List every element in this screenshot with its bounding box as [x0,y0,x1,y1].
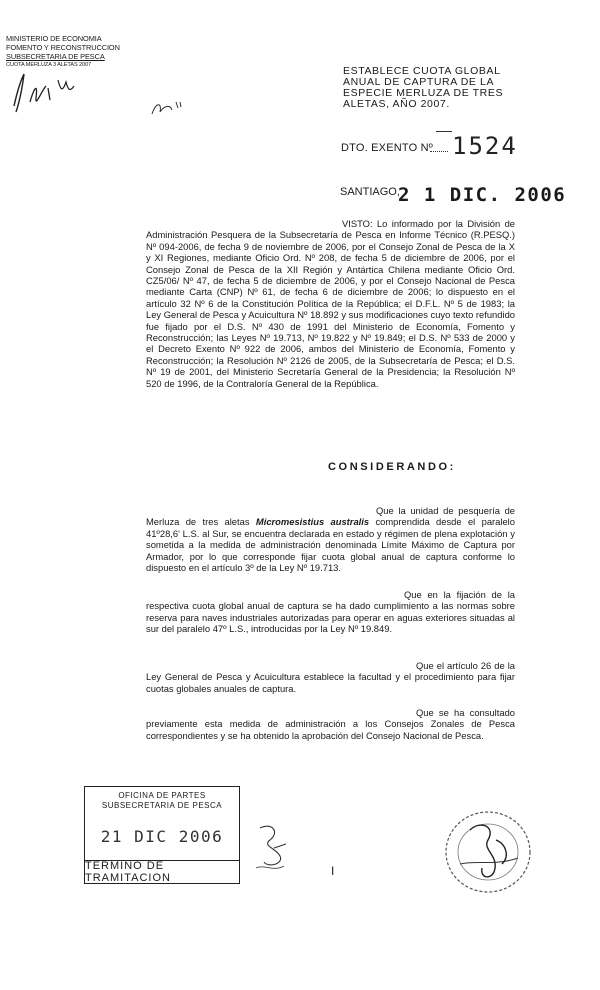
subject-line: ANUAL DE CAPTURA DE LA [343,76,495,88]
initials-signature [8,68,78,116]
decree-number: 1524 [452,132,518,160]
ministry-line-2: FOMENTO Y RECONSTRUCCION [6,43,120,52]
considerando-1 [146,505,515,573]
official-seal [436,800,546,900]
office-stamp [84,786,240,884]
considerando-3: Que el artículo 26 de la Ley General de Pesca y Acuicultura establece la facultad y el procedimiento para fijar cuotas globales anuales de captura. [146,660,515,694]
stamp-date: 21 DIC 2006 [100,827,224,846]
signature-scribble [250,818,296,878]
decree-dash [436,131,452,132]
page-mark: I [331,864,335,878]
considerando-1-post: comprendida desde el paralelo 41º28,6' L.S. al Sur, se encuentra declarada en estado y régimen de plena explotación y sometida a la medida de administración denominada Límite Máximo de Captura por Armador, por lo que corresponde fijar cuota global anual de captura conforme lo dispuesto en el artículo 3º de la Ley Nº 19.713. [146,516,515,574]
letterhead [6,34,156,70]
decree-label: DTO. EXENTO Nº [341,142,433,154]
decree-date: 2 1 DIC. 2006 [398,184,567,206]
subject-line: ALETAS, AÑO 2007. [343,98,450,110]
stamp-subsecretaria: SUBSECRETARIA DE PESCA [101,801,223,810]
decree-underline [430,151,448,152]
visto-paragraph: VISTO: Lo informado por la División de Administración Pesquera de la Subsecretaría de Pesca en Informe Técnico (R.PESQ.) Nº 094-2006, de fecha 9 de noviembre de 2006, por el Consejo Zonal de Pesca de la X y XI Regiones, mediante Oficio Ord. Nº 208, de fecha 5 de diciembre de 2006, por el Consejo Zonal de Pesca de la XII Región y Antártica Chilena mediante Oficio Ord. CZ5/06/ Nº 47, de fecha 5 de diciembre de 2006, y por el Consejo Nacional de Pesca mediante Carta (CNP) Nº 61, de fecha 6 de diciembre de 2006; lo dispuesto en el artículo 32 Nº 6 de la Constitución Política de la República; el D.F.L. Nº 5 de 1983; la Ley General de Pesca y Acuicultura Nº 18.892 y sus modificaciones cuyo texto refundido fue fijado por el D.S. Nº 430 de 1991 del Ministerio de Economía, Fomento y Reconstrucción; las Leyes Nº 19.713, Nº 19.822 y Nº 19.849; el D.S. Nº 533 de 2000 y el Decreto Exento Nº 922 de 2006, ambos del Ministerio de Economía, Fomento y Reconstrucción; la Resolución Nº 2126 de 2005, de la Subsecretaría de Pesca; el D.S. Nº 19 de 2001, del Ministerio Secretaría General de la Presidencia; la Resolución Nº 520 de 1996, de la Contraloría General de la República. [146,218,515,389]
subject-line: ESPECIE MERLUZA DE TRES [343,87,504,99]
stamp-footer: TERMINO DE TRAMITACION [84,860,240,884]
subject-block [343,66,513,110]
considerando-4: Que se ha consultado previamente esta medida de administración a los Consejos Zonales de Pesca correspondientes y se ha obtenido la aprobación del Consejo Nacional de Pesca. [146,707,515,741]
considerando-heading: CONSIDERANDO: [328,461,456,473]
handwritten-mark [148,98,188,118]
place-label: SANTIAGO, [340,186,400,198]
considerando-1-pre: Que la unidad de pesquería de Merluza de tres aletas [146,505,515,528]
species-name: Micromesistius australis [255,516,370,528]
ministry-line: MINISTERIO DE ECONOMIA [6,34,102,43]
stamp-office: OFICINA DE PARTES [118,791,206,800]
considerando-2: Que en la fijación de la respectiva cuota global anual de captura se ha dado cumplimiento a las normas sobre reserva para naves industriales autorizadas para operar en aguas exteriores situadas al sur del paralelo 47º L.S., introducidas por la Ley Nº 19.849. [146,589,515,635]
subject-line: ESTABLECE CUOTA GLOBAL [343,65,501,77]
subsecretaria-line: SUBSECRETARIA DE PESCA [6,52,105,61]
reference-line: CUOTA MERLUZA 3 ALETAS 2007 [6,62,92,68]
